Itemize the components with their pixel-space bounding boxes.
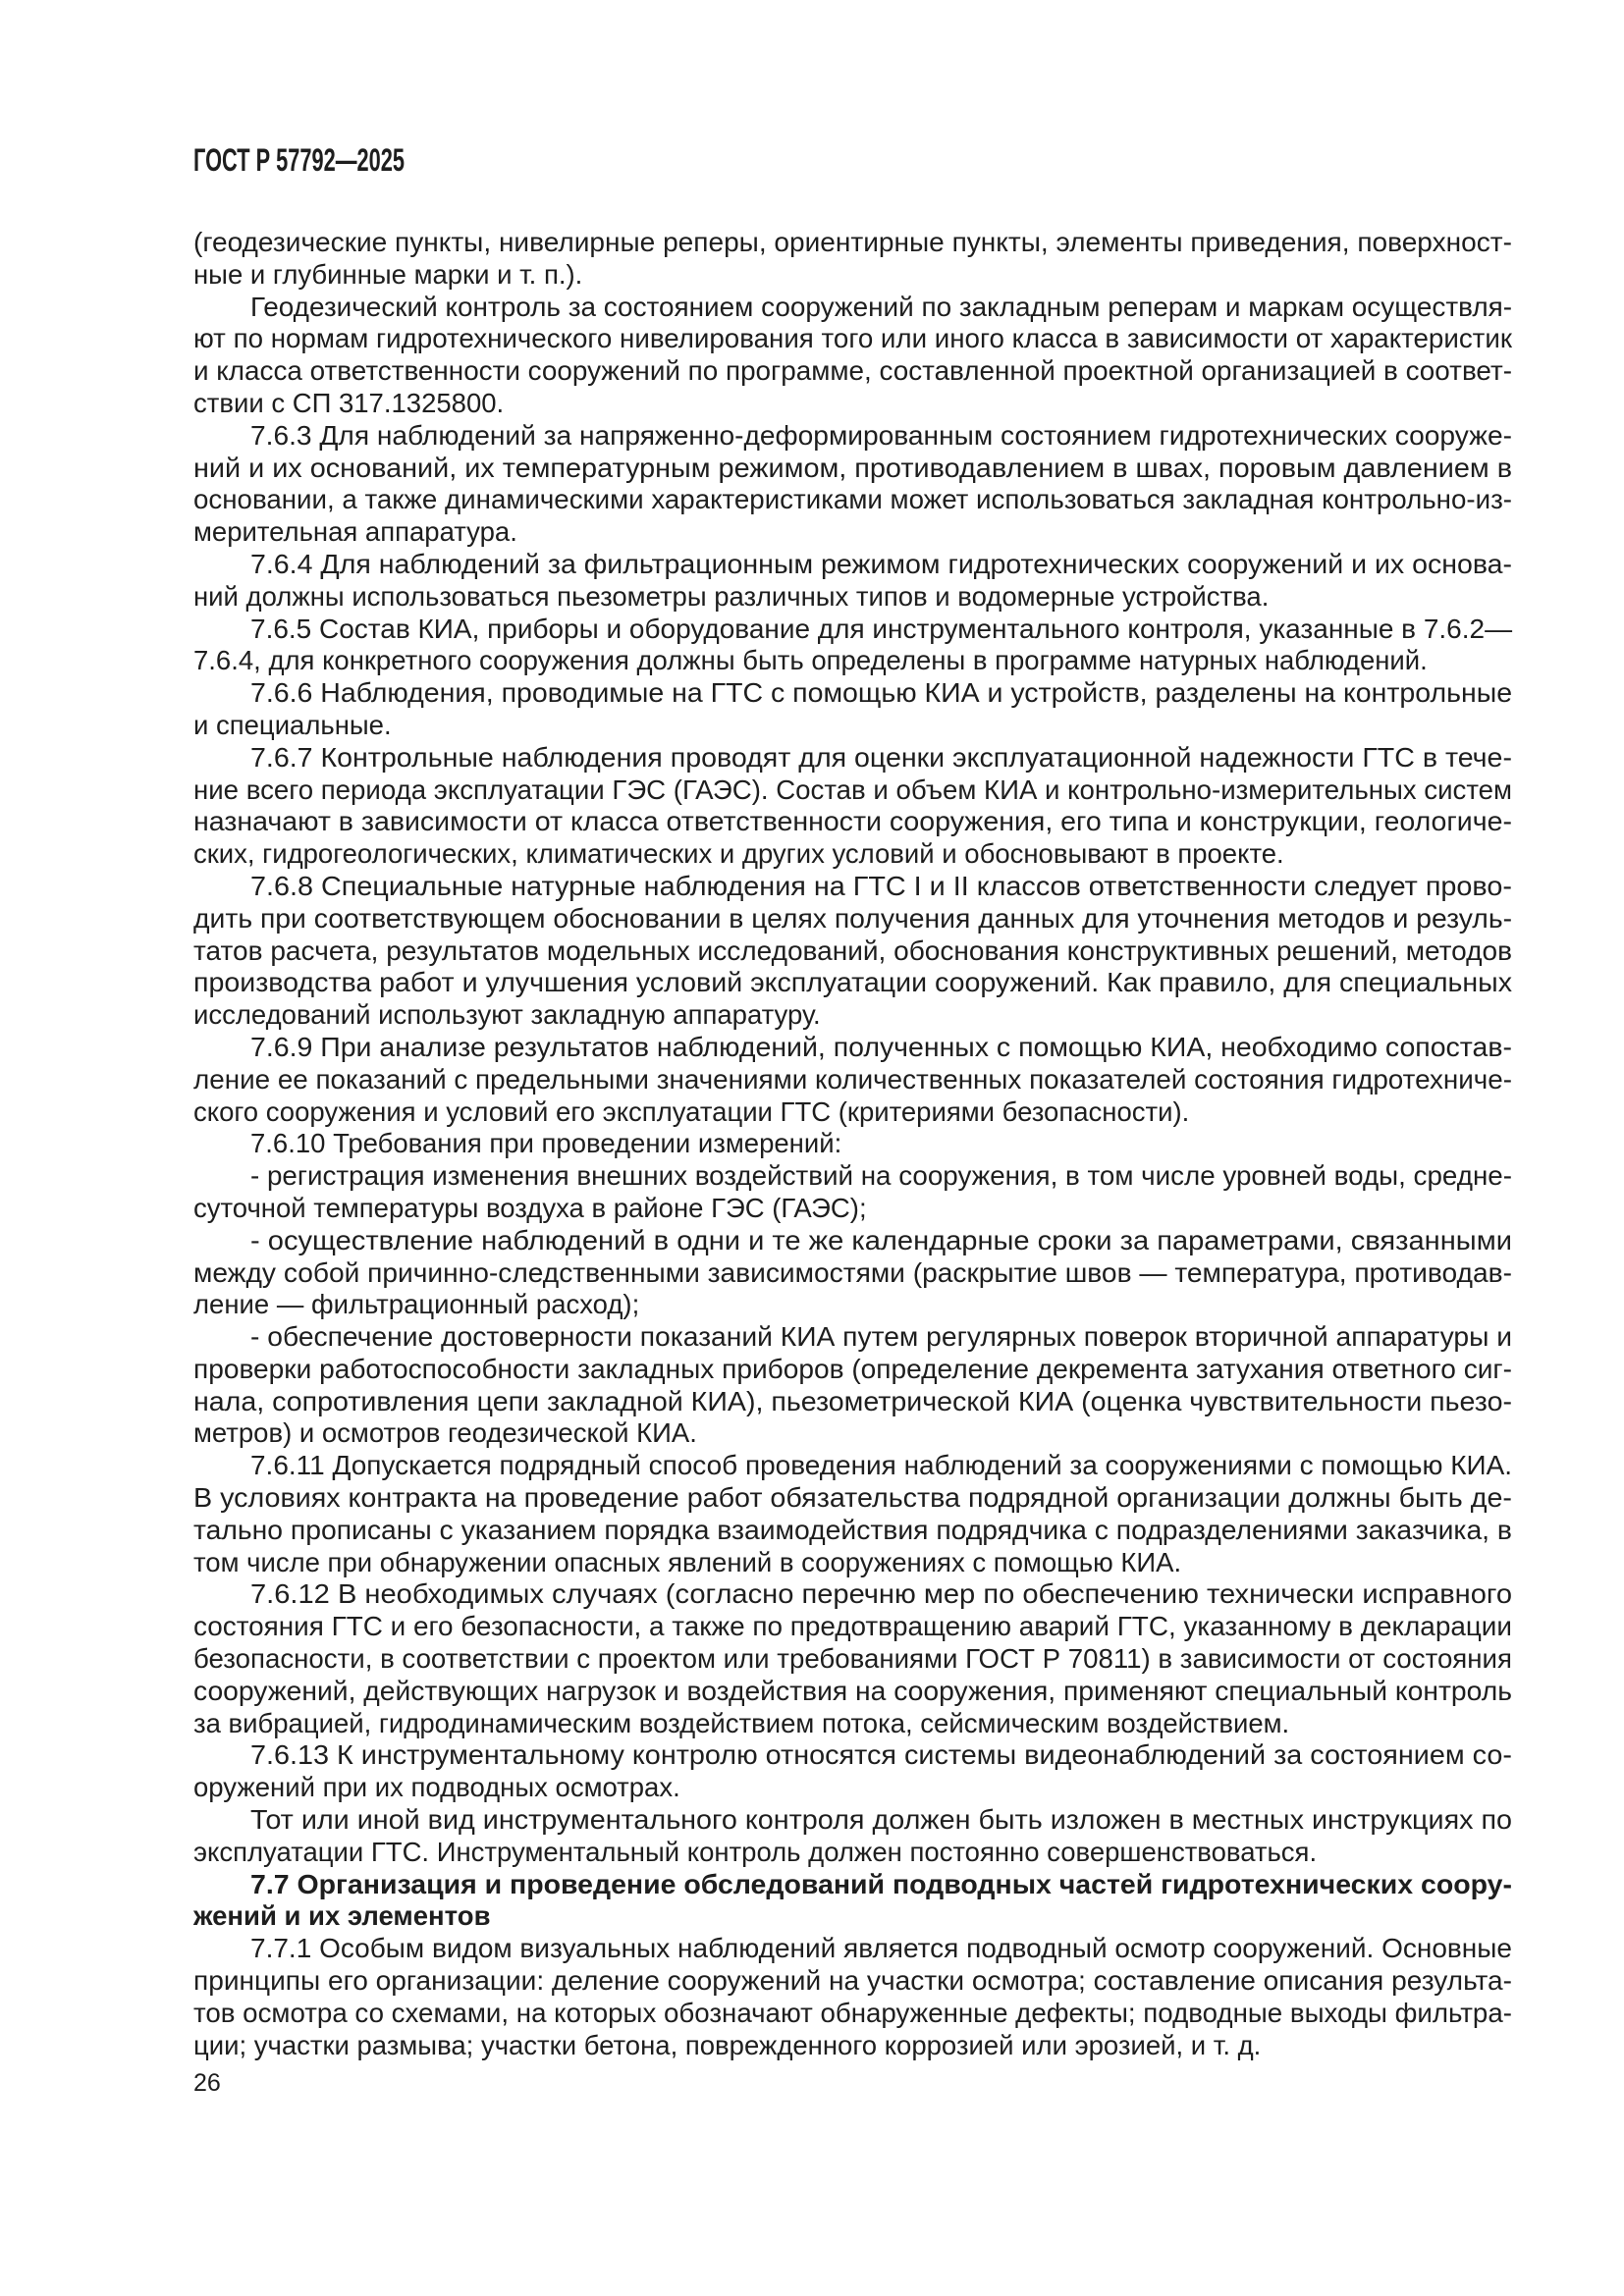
text-line bbox=[193, 1900, 1512, 1933]
text-line-content: безопасности, в соответствии с проектом или требованиями ГОСТ Р 70811) в зависимости от состояния bbox=[193, 1643, 1512, 1675]
standard-code: ГОСТ Р 57792—2025 bbox=[193, 142, 406, 178]
text-line-content: ского сооружения и условий его эксплуатации ГТС (критериями безопасности). bbox=[193, 1095, 1190, 1127]
text-line-content: суточной температуры воздуха в районе ГЭС (ГАЭС); bbox=[193, 1192, 867, 1223]
text-line-content: 7.7.1 Особым видом визуальных наблюдений является подводный осмотр сооружений. Основные bbox=[250, 1933, 1512, 1964]
text-line bbox=[193, 2030, 1512, 2062]
text-line bbox=[193, 1643, 1512, 1676]
text-line-content: эксплуатации ГТС. Инструментальный контроль должен постоянно совершенствоваться. bbox=[193, 1836, 1318, 1867]
text-line bbox=[193, 323, 1512, 355]
text-line-content: Геодезический контроль за состоянием сооружений по закладным реперам и маркам осуществля- bbox=[250, 291, 1513, 322]
text-line-content: ских, гидрогеологических, климатических и других условий и обосновывают в проекте. bbox=[193, 838, 1284, 870]
text-line bbox=[193, 1096, 1512, 1129]
text-line-content: 7.6.8 Специальные натурные наблюдения на ГТС I и II классов ответственности следует прово- bbox=[250, 870, 1512, 901]
document-body bbox=[193, 227, 1512, 2061]
text-line bbox=[193, 1032, 1512, 1064]
text-line-content: ствии с СП 317.1325800. bbox=[193, 387, 505, 418]
text-line bbox=[193, 967, 1512, 999]
text-line-content: 7.6.4, для конкретного сооружения должны быть определены в программе натурных наблюдений. bbox=[193, 645, 1428, 676]
text-line-content: назначают в зависимости от класса ответственности сооружения, его типа и конструкции, геологиче- bbox=[193, 806, 1512, 837]
text-line-content: оружений при их подводных осмотрах. bbox=[193, 1772, 680, 1803]
text-line-content: сооружений, действующих нагрузок и воздействия на сооружения, применяют специальный контроль bbox=[193, 1675, 1512, 1706]
text-line-content: - обеспечение достоверности показаний КИА путем регулярных поверок вторичной аппаратуры и bbox=[250, 1321, 1513, 1353]
text-line-content: за вибрацией, гидродинамическим воздействием потока, сейсмическим воздействием. bbox=[193, 1707, 1290, 1738]
text-line-content: ние всего периода эксплуатации ГЭС (ГАЭС). Состав и объем КИА и контрольно-измерительных систем bbox=[193, 774, 1513, 805]
text-line-content: 7.6.9 При анализе результатов наблюдений, полученных с помощью КИА, необходимо сопостав- bbox=[250, 1031, 1512, 1062]
text-line bbox=[193, 1965, 1512, 1998]
text-line bbox=[193, 549, 1512, 581]
text-line bbox=[193, 871, 1512, 903]
text-line bbox=[193, 292, 1512, 324]
text-line-content: ные и глубинные марки и т. п.). bbox=[193, 258, 583, 290]
text-line bbox=[193, 1225, 1512, 1257]
text-line-content: проверки работоспособности закладных приборов (определение декремента затухания ответного сиг- bbox=[193, 1353, 1513, 1384]
text-line bbox=[193, 484, 1512, 516]
text-line-content: производства работ и улучшения условий эксплуатации сооружений. Как правило, для специальных bbox=[193, 967, 1513, 998]
text-line-content: между собой причинно-следственными зависимостями (раскрытие швов — температура, противодав- bbox=[193, 1256, 1512, 1288]
text-line bbox=[193, 710, 1512, 742]
text-line bbox=[193, 1482, 1512, 1515]
text-line bbox=[193, 1772, 1512, 1804]
text-line bbox=[193, 1837, 1512, 1869]
text-line bbox=[193, 581, 1512, 614]
text-line-content: 7.6.4 Для наблюдений за фильтрационным режимом гидротехнических сооружений и их основа- bbox=[250, 548, 1513, 579]
text-line-content: Тот или иной вид инструментального контроля должен быть изложен в местных инструкциях по bbox=[250, 1804, 1513, 1836]
text-line bbox=[193, 1998, 1512, 2030]
text-line-content: тов осмотра со схемами, на которых обозначают обнаруженные дефекты; подводные выходы фильтра- bbox=[193, 1997, 1512, 2028]
text-line-content: состояния ГТС и его безопасности, а также по предотвращению аварий ГТС, указанному в декларации bbox=[193, 1611, 1512, 1642]
text-line-content: ление — фильтрационный расход); bbox=[193, 1289, 640, 1320]
text-line-content: тально прописаны с указанием порядка взаимодействия подрядчика с подразделениями заказчика, в bbox=[193, 1514, 1512, 1545]
text-line-content: и класса ответственности сооружений по программе, составленной проектной организацией в соответ- bbox=[193, 355, 1513, 387]
text-line bbox=[193, 903, 1512, 935]
text-line-content: мерительная аппаратура. bbox=[193, 516, 517, 548]
text-line bbox=[193, 388, 1512, 420]
text-line-content: дить при соответствующем обосновании в целях получения данных для уточнения методов и резуль- bbox=[193, 902, 1513, 934]
text-line-content: ют по нормам гидротехнического нивелирования того или иного класса в зависимости от характеристик bbox=[193, 323, 1512, 354]
text-line bbox=[193, 516, 1512, 549]
text-line-content: ление ее показаний с предельными значениями количественных показателей состояния гидротехниче- bbox=[193, 1063, 1513, 1095]
text-line-content: 7.6.13 К инструментальному контролю относятся системы видеонаблюдений за состоянием со- bbox=[250, 1739, 1512, 1771]
text-line-content: - регистрация изменения внешних воздействий на сооружения, в том числе уровней воды, средне- bbox=[250, 1160, 1512, 1192]
text-line-content: принципы его организации: деление сооружений на участки осмотра; составление описания результа- bbox=[193, 1965, 1513, 1997]
text-line-content: - осуществление наблюдений в одни и те же календарные сроки за параметрами, связанными bbox=[250, 1224, 1512, 1255]
text-line-content: 7.6.7 Контрольные наблюдения проводят для оценки эксплуатационной надежности ГТС в тече- bbox=[250, 741, 1512, 773]
text-line-content: В условиях контракта на проведение работ обязательства подрядной организации должны быть де- bbox=[193, 1482, 1512, 1514]
text-line bbox=[193, 1386, 1512, 1418]
text-line bbox=[193, 1676, 1512, 1708]
text-line bbox=[193, 1160, 1512, 1193]
text-line bbox=[193, 453, 1512, 485]
text-line-content: 7.6.11 Допускается подрядный способ проведения наблюдений за сооружениями с помощью КИА. bbox=[250, 1450, 1513, 1481]
text-line bbox=[193, 420, 1512, 453]
text-line bbox=[193, 1450, 1512, 1482]
text-line-content: метров) и осмотров геодезической КИА. bbox=[193, 1417, 697, 1449]
text-line-content: ний и их оснований, их температурным режимом, противодавлением в швах, поровым давлением в bbox=[193, 452, 1513, 483]
text-line-content: 7.6.3 Для наблюдений за напряженно-деформированным состоянием гидротехнических сооруже- bbox=[250, 419, 1512, 451]
text-line bbox=[193, 1064, 1512, 1096]
text-line bbox=[193, 1611, 1512, 1643]
text-line-content: 7.7 Организация и проведение обследований подводных частей гидротехнических соору- bbox=[250, 1868, 1513, 1899]
text-line bbox=[193, 645, 1512, 677]
text-line bbox=[193, 227, 1512, 259]
text-line bbox=[193, 1128, 1512, 1160]
text-line-content: 7.6.12 В необходимых случаях (согласно перечню мер по обеспечению технически исправного bbox=[250, 1578, 1513, 1610]
text-line bbox=[193, 259, 1512, 292]
text-line bbox=[193, 1417, 1512, 1450]
text-line-content: 7.6.10 Требования при проведении измерений: bbox=[250, 1128, 842, 1159]
text-line bbox=[193, 614, 1512, 646]
text-line bbox=[193, 1578, 1512, 1611]
text-line-content: нала, сопротивления цепи закладной КИА), пьезометрической КИА (оценка чувствительности пьезо- bbox=[193, 1385, 1513, 1416]
text-line bbox=[193, 1515, 1512, 1547]
text-line bbox=[193, 1804, 1512, 1837]
text-line bbox=[193, 1354, 1512, 1386]
text-line bbox=[193, 677, 1512, 710]
text-line-content: жений и их элементов bbox=[193, 1900, 491, 1932]
text-line-content: том числе при обнаружении опасных явлений в сооружениях с помощью КИА. bbox=[193, 1546, 1182, 1577]
text-line-content: ции; участки размыва; участки бетона, поврежденного коррозией или эрозией, и т. д. bbox=[193, 2029, 1262, 2060]
text-line bbox=[193, 838, 1512, 871]
text-line bbox=[193, 999, 1512, 1032]
text-line bbox=[193, 806, 1512, 838]
text-line bbox=[193, 1321, 1512, 1354]
text-line-content: и специальные. bbox=[193, 709, 392, 740]
text-line-content: исследований используют закладную аппаратуру. bbox=[193, 999, 821, 1031]
text-line bbox=[193, 1257, 1512, 1290]
text-line-content: (геодезические пункты, нивелирные реперы, ориентирные пункты, элементы приведения, поверхност- bbox=[193, 227, 1512, 257]
text-line bbox=[193, 1193, 1512, 1225]
text-line bbox=[193, 1933, 1512, 1965]
text-line-content: ний должны использоваться пьезометры различных типов и водомерные устройства. bbox=[193, 580, 1270, 612]
text-line bbox=[193, 1547, 1512, 1579]
text-line bbox=[193, 742, 1512, 774]
text-line bbox=[193, 1869, 1512, 1901]
page-number: 26 bbox=[193, 2069, 221, 2097]
text-line-content: 7.6.6 Наблюдения, проводимые на ГТС с помощью КИА и устройств, разделены на контрольные bbox=[250, 677, 1513, 709]
text-line bbox=[193, 935, 1512, 968]
text-line-content: татов расчета, результатов модельных исследований, обоснования конструктивных решений, методов bbox=[193, 934, 1513, 966]
text-line-content: 7.6.5 Состав КИА, приборы и оборудование для инструментального контроля, указанные в 7.6.2— bbox=[250, 613, 1513, 644]
document-header bbox=[193, 143, 504, 177]
text-line bbox=[193, 1739, 1512, 1772]
text-line bbox=[193, 774, 1512, 807]
text-line bbox=[193, 1289, 1512, 1321]
text-line bbox=[193, 355, 1512, 388]
text-line bbox=[193, 1708, 1512, 1740]
text-line-content: основании, а также динамическими характеристиками может использоваться закладная контрольно-из- bbox=[193, 484, 1513, 515]
